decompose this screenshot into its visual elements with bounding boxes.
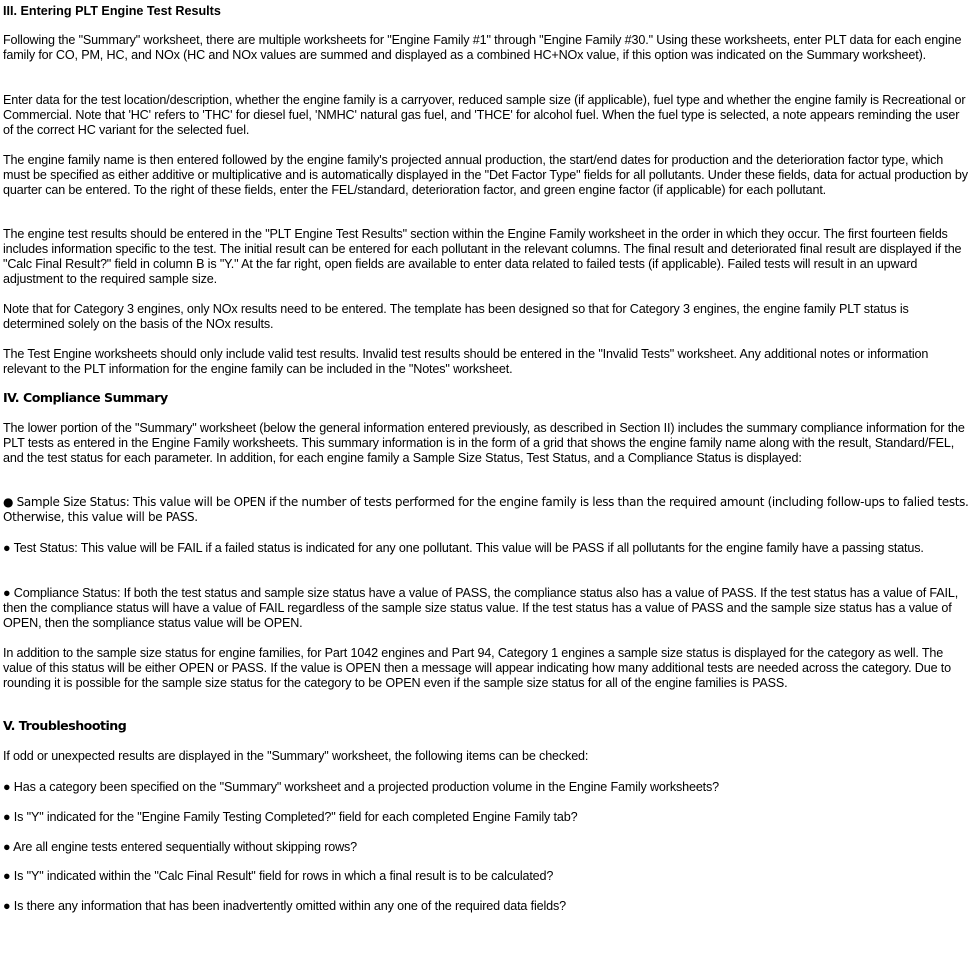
- section-3-heading: III. Entering PLT Engine Test Results: [3, 4, 221, 18]
- compliance-status-bullet: ● Compliance Status: If both the test status and sample size status have a value of PASS, the compliance status also has a value of PASS. If the test status has a value of FAIL, then the compliance status will have a value of FAIL regardless of the sample size status value. If the test status has a value of PASS and the sample size status has a value of OPEN, then the sompliance status value will be OPEN.: [3, 586, 959, 630]
- test-status-bullet: ● Test Status: This value will be FAIL if a failed status is indicated for any one pollutant. This value will be PASS if all pollutants for the engine family have a passing status.: [3, 541, 924, 555]
- section-3-paragraph-2: Enter data for the test location/description, whether the engine family is a carryover, reduced sample size (if applicable), fuel type and whether the engine family is Recreational or Commercial. Note that 'HC' refers to 'THC' for diesel fuel, 'NMHC' natural gas fuel, and 'THCE' for alcohol fuel. When the fuel type is selected, a note appears reminding the user of the correct HC variant for the selected fuel.: [3, 93, 966, 137]
- section-3-paragraph-3: The engine family name is then entered followed by the engine family's projected annual production, the start/end dates for production and the deterioration factor type, which must be specified as either additive or multiplicative and is automatically displayed in the "Det Factor Type" fields for all pollutants. Under these fields, data for actual production by quarter can be entered. To the right of these fields, enter the FEL/standard, deterioration factor, and green engine factor (if applicable) for each pollutant.: [3, 153, 968, 197]
- section-4-intro: The lower portion of the "Summary" worksheet (below the general information entered previously, as described in Section II) includes the summary compliance information for the PLT tests as entered in the Engine Family worksheets. This summary information is in the form of a grid that shows the engine family name along with the result, Standard/FEL, and the test status for each parameter. In addition, for each engine family a Sample Size Status, Test Status, and a Compliance Status is displayed:: [3, 421, 965, 465]
- section-3-paragraph-6: The Test Engine worksheets should only include valid test results. Invalid test results should be entered in the "Invalid Tests" worksheet. Any additional notes or information relevant to the PLT information for the engine family can be included in the "Notes" worksheet.: [3, 347, 929, 376]
- section-5-heading: V. Troubleshooting: [3, 718, 127, 733]
- section-5-intro: If odd or unexpected results are displayed in the "Summary" worksheet, the following items can be checked:: [3, 749, 589, 763]
- troubleshooting-item: ● Are all engine tests entered sequentially without skipping rows?: [3, 840, 358, 854]
- section-3-paragraph-4: The engine test results should be entered in the "PLT Engine Test Results" section within the Engine Family worksheet in the order in which they occur. The first fourteen fields includes information specific to the test. The initial result can be entered for each pollutant in the relevant columns. The final result and deteriorated final result are displayed if the "Calc Final Result?" field in column B is "Y." At the far right, open fields are available to enter data related to failed tests (if applicable). Failed tests will result in an upward adjustment to the required sample size.: [3, 227, 962, 286]
- troubleshooting-item: ● Is there any information that has been inadvertently omitted within any one of the required data fields?: [3, 899, 566, 913]
- section-3-paragraph-5: Note that for Category 3 engines, only NOx results need to be entered. The template has been designed so that for Category 3 engines, the engine family PLT status is determined solely on the basis of the NOx results.: [3, 302, 909, 331]
- troubleshooting-item: ● Is "Y" indicated for the "Engine Family Testing Completed?" field for each completed Engine Family tab?: [3, 810, 578, 824]
- troubleshooting-item: ● Has a category been specified on the "Summary" worksheet and a projected production volume in the Engine Family worksheets?: [3, 780, 720, 794]
- section-3-paragraph-1: Following the "Summary" worksheet, there are multiple worksheets for "Engine Family #1" through "Engine Family #30." Using these worksheets, enter PLT data for each engine family for CO, PM, HC, and NOx (HC and NOx values are summed and displayed as a combined HC+NOx value, if this option was indicated on the Summary worksheet).: [3, 33, 962, 62]
- sample-size-status-bullet: ● Sample Size Status: This value will be OPEN if the number of tests performed for the engine family is less than the required amount (including follow-ups to falied tests. Otherwise, this value will be PASS.: [3, 495, 969, 524]
- section-4-closing: In addition to the sample size status for engine families, for Part 1042 engines and Part 94, Category 1 engines a sample size status is displayed for the category as well. The value of this status will be either OPEN or PASS. If the value is OPEN then a message will appear indicating how many additional tests are needed across the category. Due to rounding it is possible for the sample size status for the category to be OPEN even if the sample size status for all of the engine families is PASS.: [3, 646, 952, 690]
- section-4-heading: IV. Compliance Summary: [3, 390, 168, 405]
- troubleshooting-item: ● Is "Y" indicated within the "Calc Final Result" field for rows in which a final result is to be calculated?: [3, 869, 554, 883]
